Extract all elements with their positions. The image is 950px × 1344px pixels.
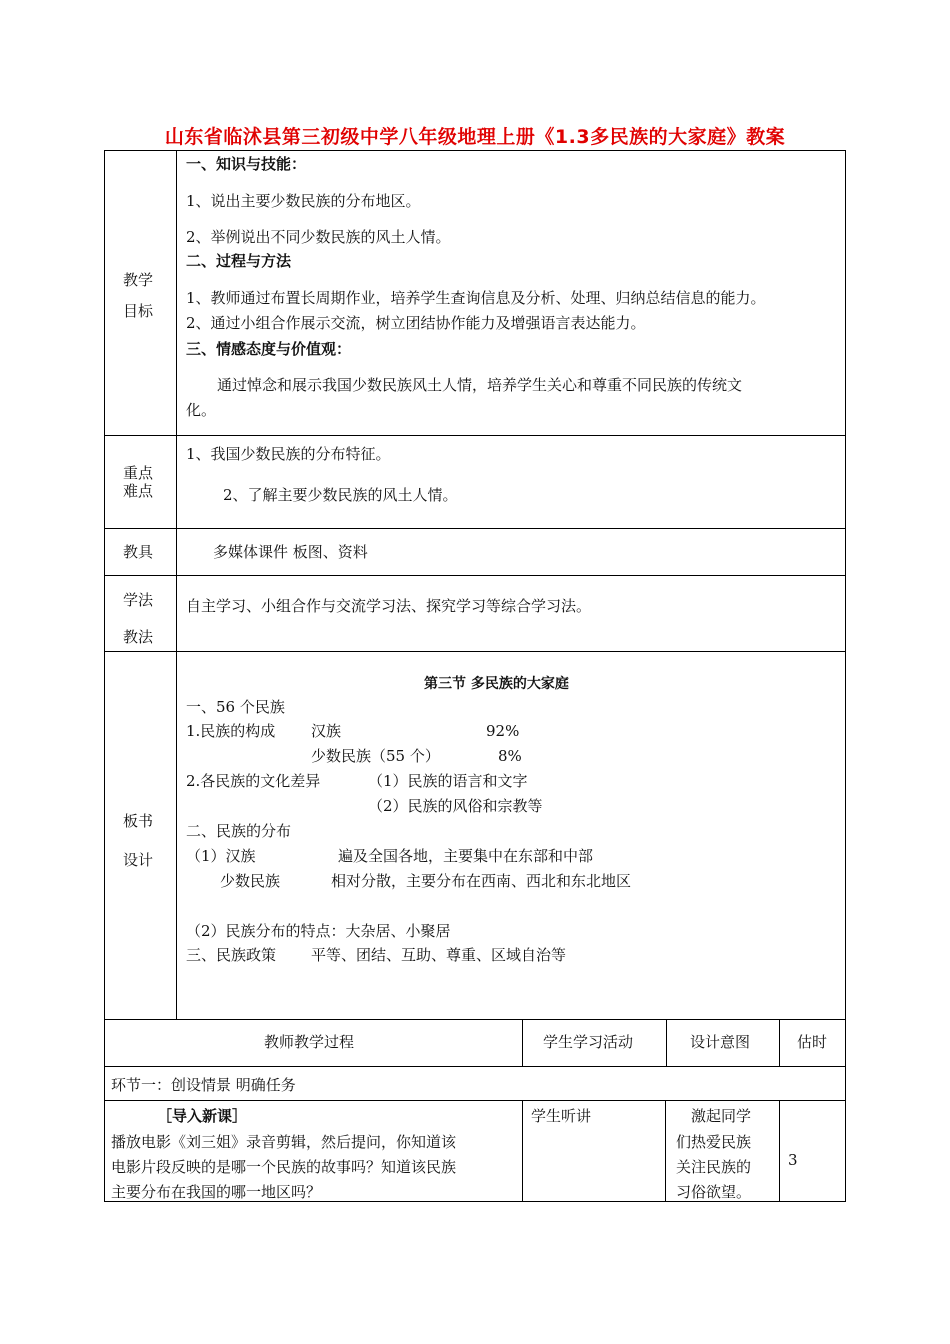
row-divider [105, 528, 845, 529]
row-divider [105, 1066, 845, 1067]
board-line: 2.各民族的文化差异 [186, 772, 321, 790]
intent-text: 们热爱民族 [676, 1133, 752, 1151]
objective-item: 2、举例说出不同少数民族的风土人情。 [186, 228, 451, 246]
board-line: （1）民族的语言和文字 [368, 772, 528, 790]
section-heading: 一、知识与技能： [186, 155, 307, 173]
column-divider [665, 1100, 666, 1201]
section-heading: 二、过程与方法 [186, 252, 292, 270]
tools-text: 多媒体课件 板图、资料 [213, 543, 368, 561]
column-divider [176, 151, 177, 1019]
methods-label: 教法 [123, 628, 154, 646]
board-line: 二、民族的分布 [186, 822, 292, 840]
intent-text: 关注民族的 [676, 1158, 752, 1176]
lesson-text: 主要分布在我国的哪一地区吗？ [111, 1183, 322, 1201]
intent-text: 激起同学 [691, 1107, 752, 1125]
board-line: （1）汉族 [186, 847, 256, 865]
objective-item: 通过悼念和展示我国少数民族风土人情，培养学生关心和尊重不同民族的传统文 [217, 376, 743, 394]
keypoints-label: 难点 [123, 482, 154, 500]
board-line: （2）民族的风俗和宗教等 [368, 797, 543, 815]
board-line: 92% [486, 722, 520, 740]
board-line: 相对分散，主要分布在西南、西北和东北地区 [331, 872, 632, 890]
row-divider [105, 575, 845, 576]
header-time: 估时 [797, 1033, 828, 1051]
lesson-text: 播放电影《刘三姐》录音剪辑，然后提问，你知道该 [111, 1133, 457, 1151]
header-student: 学生学习活动 [543, 1033, 634, 1051]
row-divider [105, 651, 845, 652]
document-title: 山东省临沭县第三初级中学八年级地理上册《1.3多民族的大家庭》教案 [164, 126, 786, 148]
board-line: 少数民族（55 个） [311, 747, 440, 765]
lesson-text: 电影片段反映的是哪一个民族的故事吗？知道该民族 [111, 1158, 457, 1176]
board-heading: 第三节 多民族的大家庭 [424, 676, 569, 692]
objectives-label: 教学 [123, 271, 154, 289]
section-label: 环节一：创设情景 明确任务 [111, 1076, 296, 1094]
board-line: 1.民族的构成 [186, 722, 276, 740]
student-activity: 学生听讲 [531, 1107, 592, 1125]
board-label: 板书 [123, 812, 154, 830]
column-divider [779, 1019, 780, 1066]
column-divider [779, 1100, 780, 1201]
board-line: 遍及全国各地，主要集中在东部和中部 [338, 847, 594, 865]
intro-label: ［导入新课］ [157, 1107, 248, 1125]
objective-item: 1、说出主要少数民族的分布地区。 [186, 192, 421, 210]
board-line: 三、民族政策 [186, 946, 277, 964]
objective-item: 化。 [186, 401, 217, 419]
column-divider [522, 1019, 523, 1066]
keypoint-item: 1、我国少数民族的分布特征。 [186, 445, 391, 463]
column-divider [666, 1019, 667, 1066]
board-line: 8% [498, 747, 522, 765]
section-heading: 三、情感态度与价值观： [186, 340, 352, 358]
objective-item: 2、通过小组合作展示交流，树立团结协作能力及增强语言表达能力。 [186, 314, 646, 332]
time-estimate: 3 [788, 1151, 798, 1169]
methods-label: 学法 [123, 591, 154, 609]
objective-item: 1、教师通过布置长周期作业，培养学生查询信息及分析、处理、归纳总结信息的能力。 [186, 289, 766, 307]
board-line: 一、56 个民族 [186, 698, 285, 716]
row-divider [105, 435, 845, 436]
column-divider [522, 1100, 523, 1201]
methods-text: 自主学习、小组合作与交流学习法、探究学习等综合学习法。 [186, 597, 592, 615]
objectives-label: 目标 [123, 302, 154, 320]
row-divider [105, 1100, 845, 1101]
board-line: 汉族 [311, 722, 342, 740]
header-teacher: 教师教学过程 [264, 1033, 355, 1051]
keypoints-label: 重点 [123, 464, 154, 482]
tools-label: 教具 [123, 543, 154, 561]
board-label: 设计 [123, 851, 154, 869]
board-line: 平等、团结、互助、尊重、区域自治等 [311, 946, 567, 964]
board-line: 少数民族 [220, 872, 281, 890]
keypoint-item: 2、了解主要少数民族的风土人情。 [223, 486, 458, 504]
row-divider [105, 1019, 845, 1020]
header-intent: 设计意图 [690, 1033, 751, 1051]
intent-text: 习俗欲望。 [676, 1183, 752, 1201]
board-line: （2）民族分布的特点：大杂居、小聚居 [186, 922, 451, 940]
